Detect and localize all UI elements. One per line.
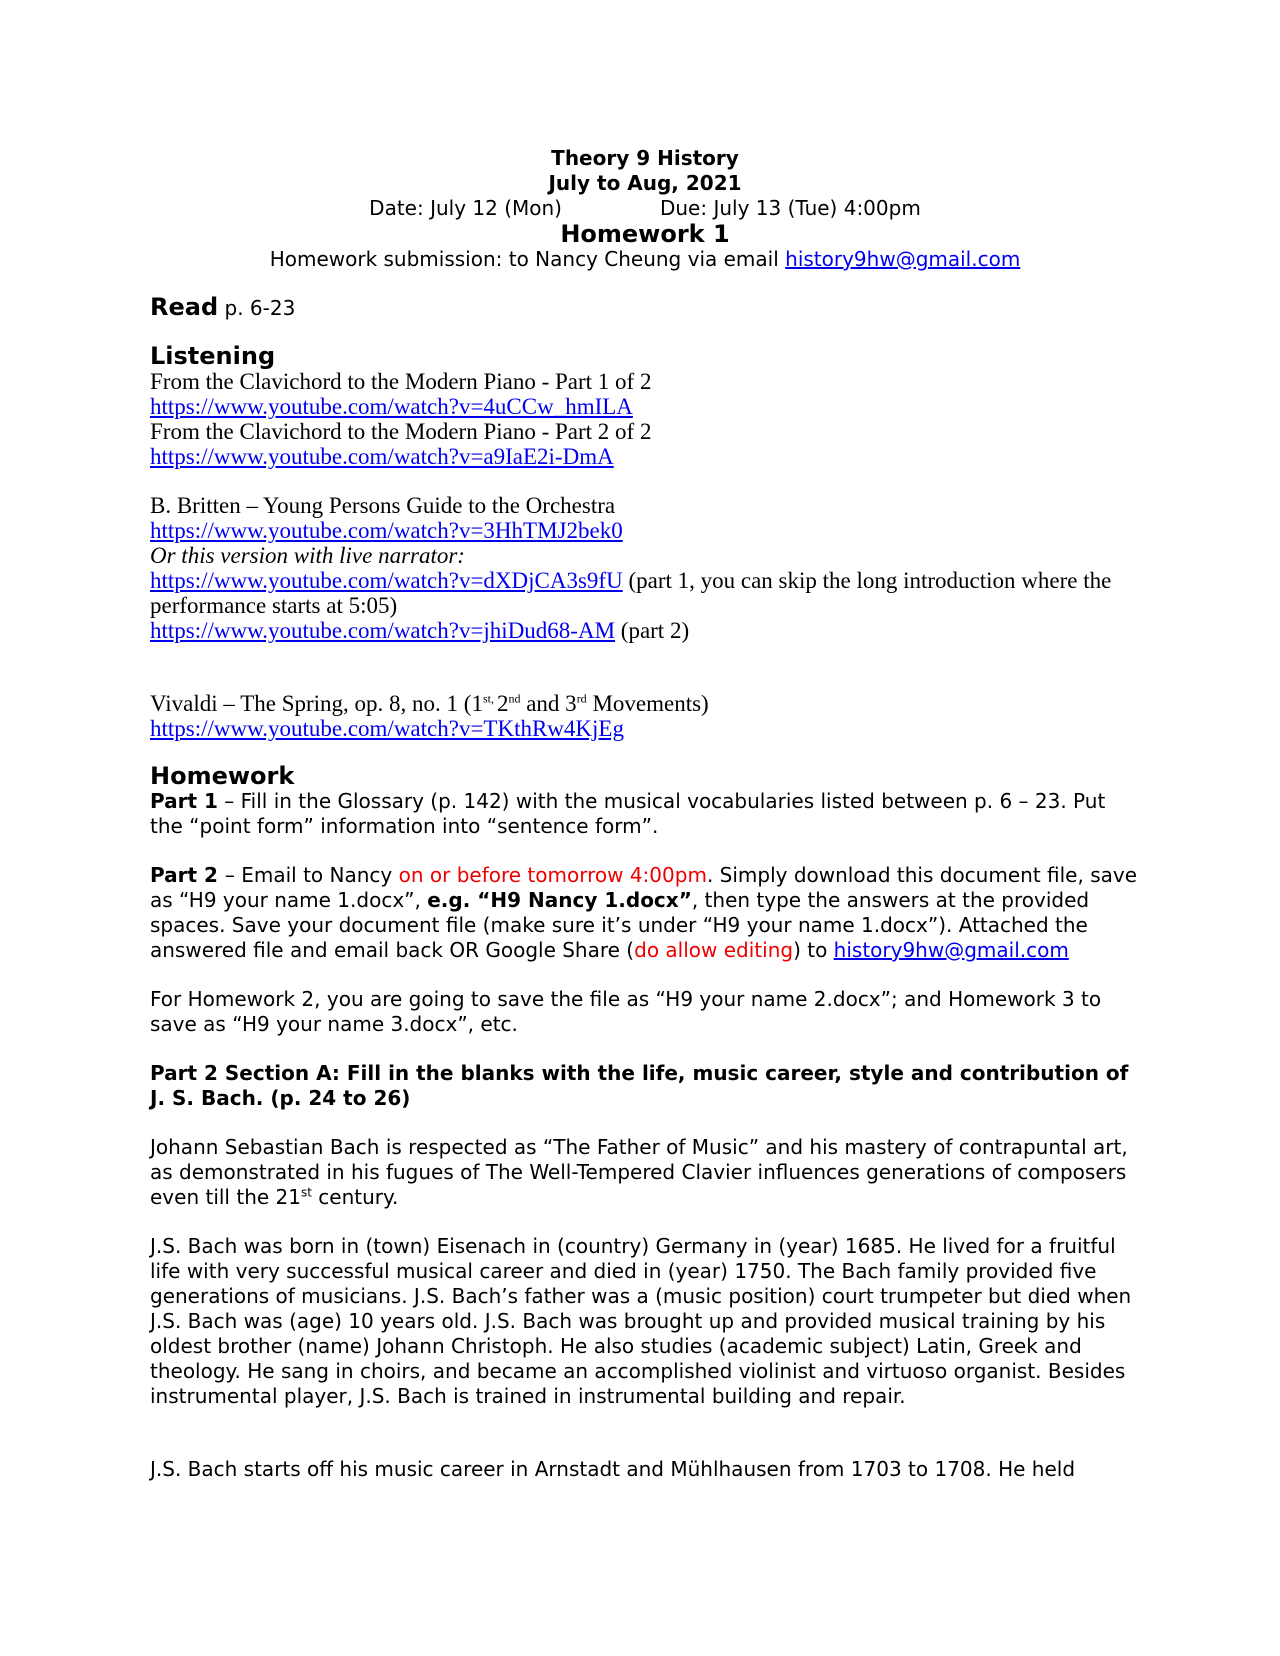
assigned-date: Date: July 12 (Mon) <box>369 196 562 220</box>
course-period: July to Aug, 2021 <box>548 171 742 195</box>
britten-link[interactable]: https://www.youtube.com/watch?v=3HhTMJ2bek0 <box>150 518 623 543</box>
vivaldi-title: Vivaldi – The Spring, op. 8, no. 1 ($1^{st,}$ 2nd and 3rd Movements) <box>150 691 709 716</box>
piano-part1-title: From the Clavichord to the Modern Piano - Part 1 of 2 <box>150 369 652 394</box>
future-homework-note: For Homework 2, you are going to save the file as “H9 your name 2.docx”; and Homework 3 to save as “H9 your name 3.docx”, etc. <box>150 987 1102 1036</box>
narrator-part1-link[interactable]: https://www.youtube.com/watch?v=dXDjCA3s9fU <box>150 568 623 593</box>
due-date: Due: July 13 (Tue) 4:00pm <box>659 196 921 220</box>
homework-title: Homework 1 <box>560 220 730 248</box>
course-title: Theory 9 History <box>551 146 739 170</box>
read-line <box>150 294 1140 321</box>
homework-heading: Homework <box>150 762 295 790</box>
submission-line <box>150 247 1140 272</box>
allow-editing-text: do allow editing <box>634 938 794 962</box>
piano-part2-link[interactable]: https://www.youtube.com/watch?v=a9IaE2i-DmA <box>150 444 614 469</box>
document-body <box>150 146 1140 1482</box>
read-label: Read <box>150 293 219 321</box>
submission-email-link[interactable]: history9hw@gmail.com <box>785 247 1021 271</box>
part2-email-link[interactable]: history9hw@gmail.com <box>833 938 1069 962</box>
part2-paragraph: Part 2 – Email to Nancy on or before tomorrow 4:00pm. Simply download this document file, save as “H9 your name 1.docx”, e.g. “H9 Nancy 1.docx”, then type the answers at the provided spaces. Save your document file (make sure it’s under “H9 your name 1.docx”). Attached the answered file and email back OR Google Share (do allow editing) to history9hw@gmail.com <box>150 863 1138 962</box>
bach-life-paragraph: J.S. Bach was born in (town) Eisenach in (country) Germany in (year) 1685. He lived for a fruitful life with very successful musical career and died in (year) 1750. The Bach family provided five generations of musicians. J.S. Bach’s father was a (music position) court trumpeter but died when J.S. Bach was (age) 10 years old. J.S. Bach was brought up and provided musical training by his oldest brother (name) Johann Christoph. He also studies (academic subject) Latin, Greek and theology. He sang in choirs, and became an accomplished violinist and virtuoso organist. Besides instrumental player, J.S. Bach is trained in instrumental building and repair. <box>150 1234 1132 1408</box>
section-a-heading: Part 2 Section A: Fill in the blanks with the life, music career, style and contribution of J. S. Bach. (p. 24 to 26) <box>150 1061 1129 1110</box>
vivaldi-link[interactable]: https://www.youtube.com/watch?v=TKthRw4KjEg <box>150 716 624 741</box>
submission-text: Homework submission: to Nancy Cheung via email <box>269 247 786 271</box>
bach-intro-paragraph: Johann Sebastian Bach is respected as “The Father of Music” and his mastery of contrapuntal art, as demonstrated in his fugues of The Well-Tempered Clavier influences generations of composers even till the 21st century. <box>150 1135 1128 1209</box>
part2-label: Part 2 <box>150 863 225 887</box>
listening-section <box>150 369 1140 741</box>
narrator-note: Or this version with live narrator: <box>150 543 465 568</box>
date-line <box>150 196 1140 221</box>
read-pages: p. 6-23 <box>218 296 296 320</box>
part1-label: Part 1 <box>150 789 218 813</box>
narrator-part2-link[interactable]: https://www.youtube.com/watch?v=jhiDud68-AM <box>150 618 616 643</box>
narrator-part1-note: (part 1, you can skip the long introduction where the performance starts at 5:05) <box>150 568 1112 618</box>
piano-part1-link[interactable]: https://www.youtube.com/watch?v=4uCCw_hmILA <box>150 394 633 419</box>
piano-part2-title: From the Clavichord to the Modern Piano - Part 2 of 2 <box>150 419 652 444</box>
listening-heading: Listening <box>150 342 276 370</box>
narrator-part2-note: (part 2) <box>615 618 690 643</box>
britten-title: B. Britten – Young Persons Guide to the Orchestra <box>150 493 616 518</box>
example-filename: e.g. “H9 Nancy 1.docx” <box>427 888 692 912</box>
part1-paragraph: Part 1 – Fill in the Glossary (p. 142) with the musical vocabularies listed between p. 6 – 23. Put the “point form” information into “sentence form”. <box>150 789 1106 838</box>
bach-career-paragraph: J.S. Bach starts off his music career in Arnstadt and Mühlhausen from 1703 to 1708. He held <box>150 1457 1076 1481</box>
deadline-text: on or before tomorrow 4:00pm <box>398 863 707 887</box>
